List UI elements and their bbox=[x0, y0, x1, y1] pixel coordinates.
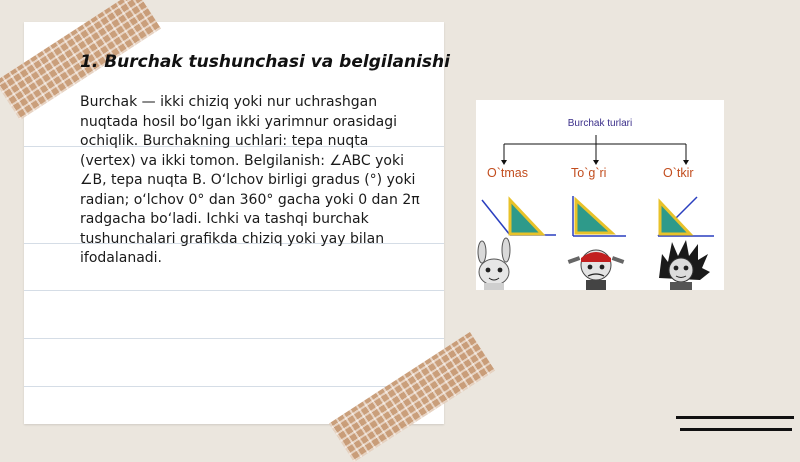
slide-title: 1. Burchak tushunchasi va belgilanishi bbox=[80, 52, 450, 72]
paper-rule-line bbox=[24, 290, 444, 291]
right-angle-icon bbox=[573, 196, 626, 236]
tree-connector bbox=[504, 135, 686, 162]
paper-rule-line bbox=[24, 338, 444, 339]
tree-arrowheads bbox=[501, 160, 689, 165]
angle-diagram bbox=[476, 100, 724, 290]
decorative-line bbox=[676, 416, 794, 419]
label-acute: O`tkir bbox=[663, 166, 694, 180]
angle-types-figure bbox=[476, 100, 724, 290]
slide-body-text: Burchak — ikki chiziq yoki nur uchrashgan nuqtada hosil bo‘lgan ikki yarimnur orasidagi ochiqlik. Burchakning uchlari: tepa nuqta (vertex) va ikki tomon. Belgilanish: ∠ABC yoki ∠B, tepa nuqta B. O‘lchov birligi gradus (°) yoki radian; o‘lchov 0° dan 360° gacha yoki 0 dan 2π radgacha bo‘ladi. Ichki va tashqi burchak tushunchalari grafikda chiziq yoki yay bilan ifodalanadi. bbox=[80, 94, 420, 266]
decorative-line bbox=[680, 428, 792, 431]
label-right: To`g`ri bbox=[571, 166, 607, 180]
acute-angle-icon bbox=[658, 197, 714, 236]
hedgehog-character-icon bbox=[659, 240, 710, 290]
paper-rule-line bbox=[24, 386, 444, 387]
pirate-character-icon bbox=[568, 250, 625, 290]
obtuse-angle-icon bbox=[482, 200, 556, 235]
figure-title: Burchak turlari bbox=[567, 118, 633, 129]
bunny-character-icon bbox=[478, 238, 510, 290]
label-obtuse: O`tmas bbox=[487, 166, 528, 180]
